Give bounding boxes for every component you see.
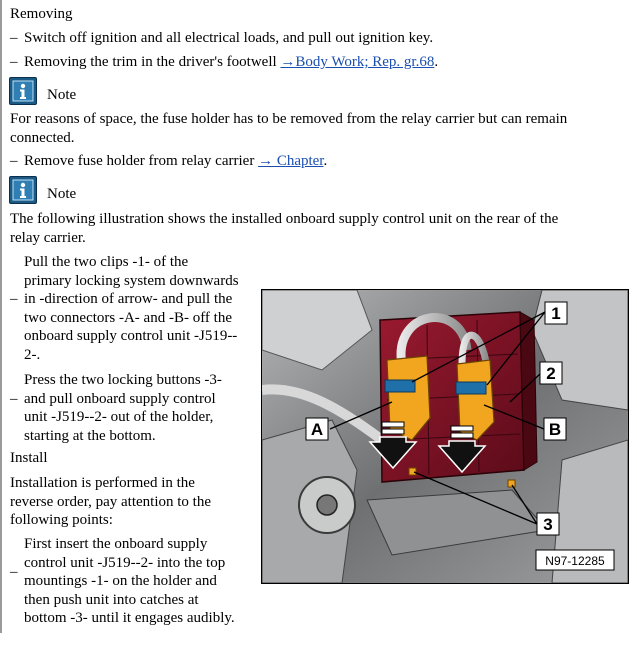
text-line: Pull the two clips -1- of the: [24, 254, 189, 270]
text-line: control unit -J519--2- into the top: [24, 554, 226, 571]
callout-b: B: [548, 420, 562, 439]
info-icon: [9, 77, 37, 105]
text-line: and pull onboard supply control: [24, 390, 216, 407]
bullet-dash: –: [10, 291, 18, 307]
text-line: connected.: [10, 129, 75, 146]
step-text: Remove fuse holder from relay carrier: [24, 153, 259, 169]
link-body-work[interactable]: →Body Work; Rep. gr.68: [280, 54, 435, 70]
section-heading-install: Install: [10, 450, 48, 466]
step-switch-off: [10, 28, 433, 48]
step-text-end: .: [434, 54, 439, 70]
text-line: starting at the bottom.: [24, 427, 156, 444]
text-line: First insert the onboard supply: [24, 536, 208, 552]
bullet-dash: –: [10, 153, 18, 169]
callout-a: A: [310, 420, 324, 439]
text-line: relay carrier.: [10, 229, 86, 246]
note-1-text: [10, 110, 567, 147]
link-chapter[interactable]: → Chapter: [258, 153, 324, 169]
bullet-dash: –: [10, 30, 18, 46]
text-line: in -direction of arrow- and pull the: [24, 291, 233, 307]
text-line: 2-.: [24, 346, 41, 363]
text-line: mountings -1- on the holder and: [24, 573, 217, 589]
text-line: Installation is performed in the: [10, 475, 195, 491]
callout-2: 2: [546, 364, 556, 383]
text-line: following points:: [10, 512, 113, 528]
info-icon: [9, 176, 37, 204]
text-line: two connectors -A- and -B- off the: [24, 309, 232, 326]
bullet-dash: –: [10, 564, 18, 580]
step-text: Switch off ignition and all electrical loads, and pull out ignition key.: [24, 30, 434, 46]
left-frame-border: [0, 0, 2, 633]
install-intro: [10, 474, 211, 530]
bullet-dash: –: [10, 54, 18, 70]
text-line: Press the two locking buttons -3-: [24, 372, 222, 388]
step-text-block: [24, 535, 235, 628]
text-line: reverse order, pay attention to the: [10, 493, 211, 510]
text-line: unit -J519--2- out of the holder,: [24, 409, 214, 425]
step-text-block: [24, 253, 239, 364]
note-2-text: [10, 210, 558, 247]
text-line: onboard supply control unit -J519--: [24, 328, 238, 344]
step-remove-trim: [10, 52, 438, 72]
text-line: For reasons of space, the fuse holder has to be removed from the relay carrier but can remain: [10, 111, 568, 127]
figure-code: N97-12285: [545, 554, 605, 568]
note-label: Note: [47, 186, 77, 202]
callout-3: 3: [543, 515, 553, 534]
bullet-dash: –: [10, 391, 18, 407]
text-line: primary locking system downwards: [24, 272, 239, 289]
step-text-end: .: [323, 153, 328, 169]
step-text-block: [24, 371, 222, 445]
text-line: then push unit into catches at: [24, 591, 199, 608]
text-line: The following illustration shows the installed onboard supply control unit on the rear of the: [10, 211, 559, 227]
step-text: Removing the trim in the driver's footwell: [24, 54, 281, 70]
callout-1: 1: [551, 304, 561, 323]
note-label: Note: [47, 87, 77, 103]
step-remove-fuse-holder: [10, 151, 327, 171]
text-line: bottom -3- until it engages audibly.: [24, 610, 235, 626]
section-heading-removing: Removing: [10, 6, 73, 22]
illustration-onboard-supply-control-unit: [261, 289, 629, 584]
